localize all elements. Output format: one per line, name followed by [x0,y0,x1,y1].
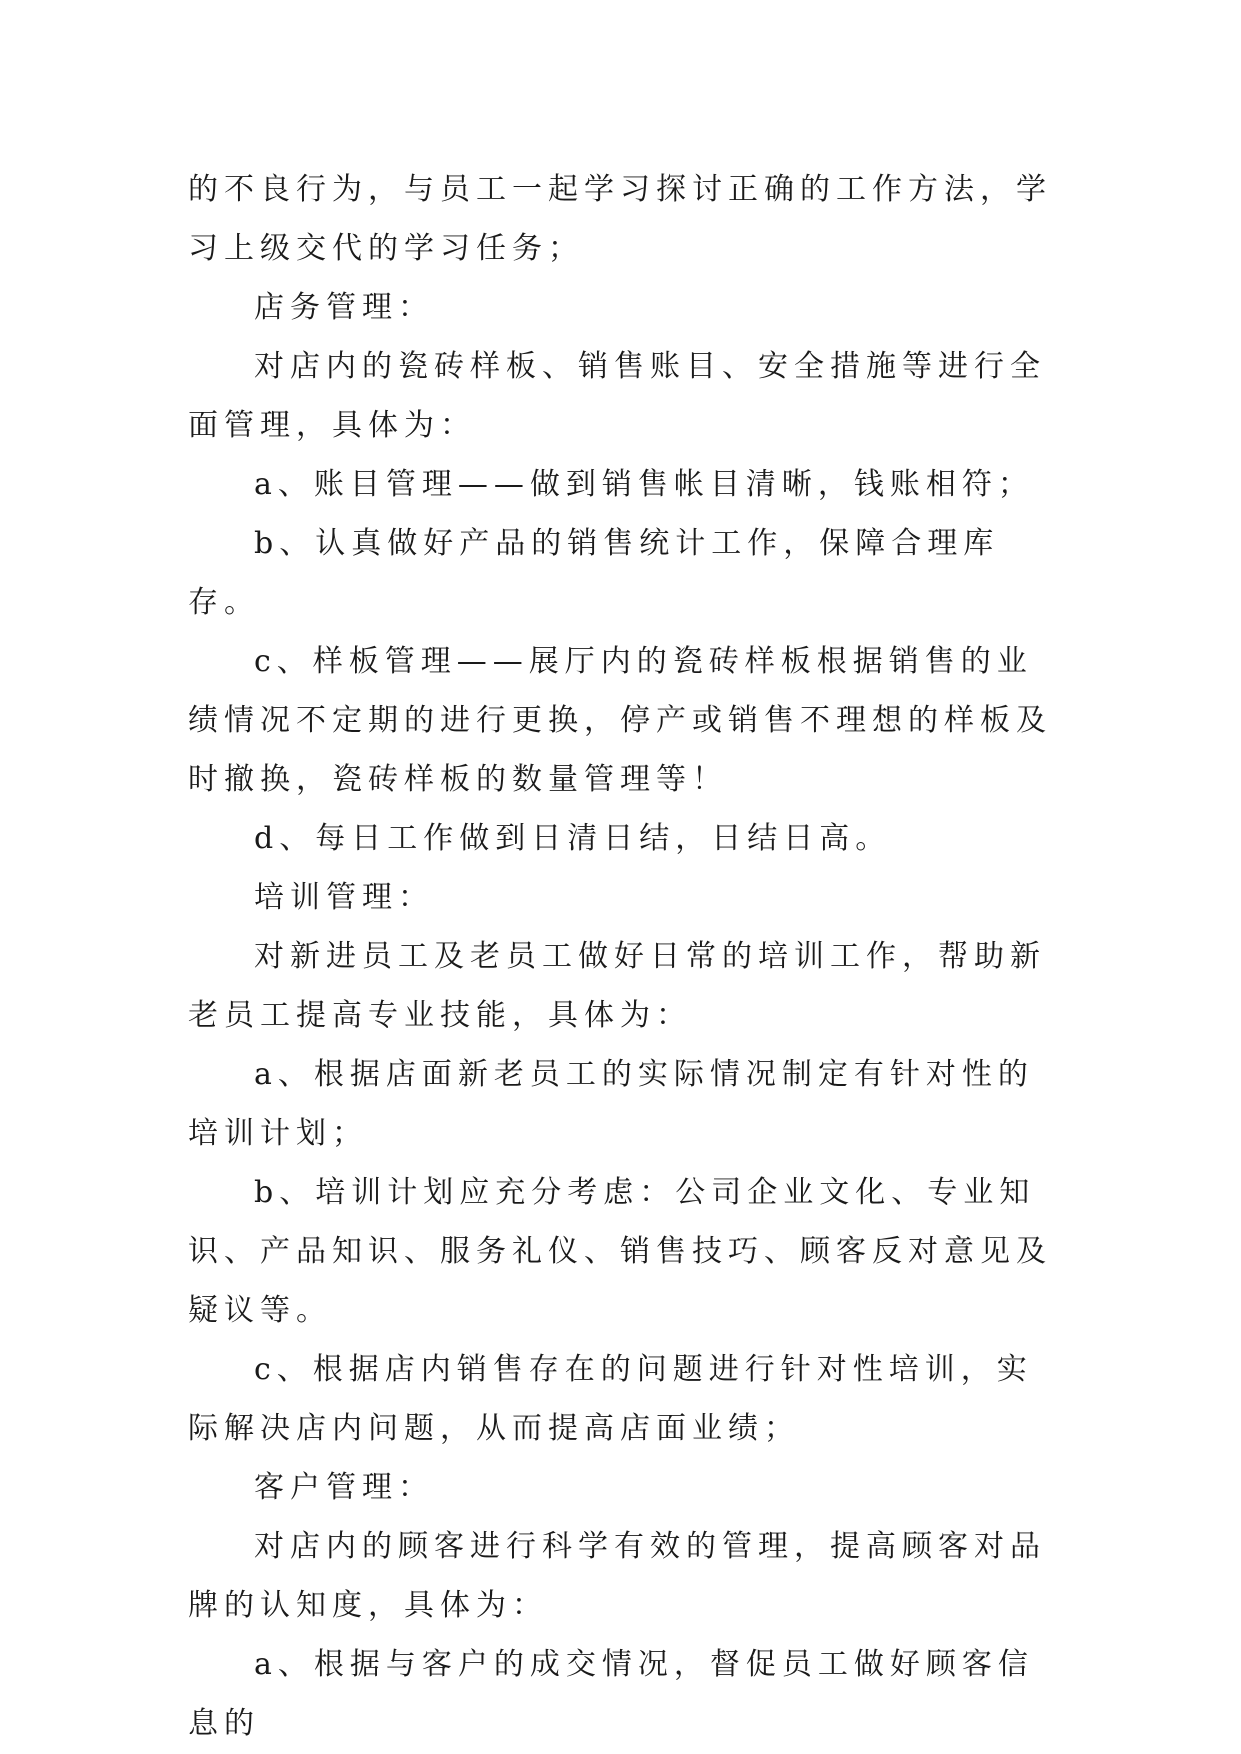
list-item-store-b: b、认真做好产品的销售统计工作，保障合理库存。 [188,526,1000,620]
section-heading-training-management: 培训管理： [254,880,434,915]
section-heading-customer-management: 客户管理： [254,1470,434,1505]
paragraph-continuation: 的不良行为，与员工一起学习探讨正确的工作方法，学习上级交代的学习任务； [188,172,1052,266]
document-body [188,160,1068,1753]
list-item-training-a: a、根据店面新老员工的实际情况制定有针对性的培训计划； [188,1057,1034,1151]
list-item-store-c: c、样板管理——展厅内的瓷砖样板根据销售的业绩情况不定期的进行更换，停产或销售不理想的样板及时撤换，瓷砖样板的数量管理等！ [188,644,1052,797]
list-item-training-c: c、根据店内销售存在的问题进行针对性培训，实际解决店内问题，从而提高店面业绩； [188,1352,1033,1446]
section-heading-store-management: 店务管理： [254,290,434,325]
paragraph-store-management-intro: 对店内的瓷砖样板、销售账目、安全措施等进行全面管理，具体为： [188,349,1046,443]
paragraph-training-intro: 对新进员工及老员工做好日常的培训工作，帮助新老员工提高专业技能，具体为： [188,939,1046,1033]
list-item-training-b: b、培训计划应充分考虑：公司企业文化、专业知识、产品知识、服务礼仪、销售技巧、顾客反对意见及疑议等。 [188,1175,1052,1328]
list-item-store-a: a、账目管理——做到销售帐目清晰，钱账相符； [254,467,1034,502]
list-item-store-d: d、每日工作做到日清日结，日结日高。 [254,821,892,856]
paragraph-customer-intro: 对店内的顾客进行科学有效的管理，提高顾客对品牌的认知度，具体为： [188,1529,1046,1623]
list-item-customer-a: a、根据与客户的成交情况，督促员工做好顾客信息的 [188,1647,1034,1741]
